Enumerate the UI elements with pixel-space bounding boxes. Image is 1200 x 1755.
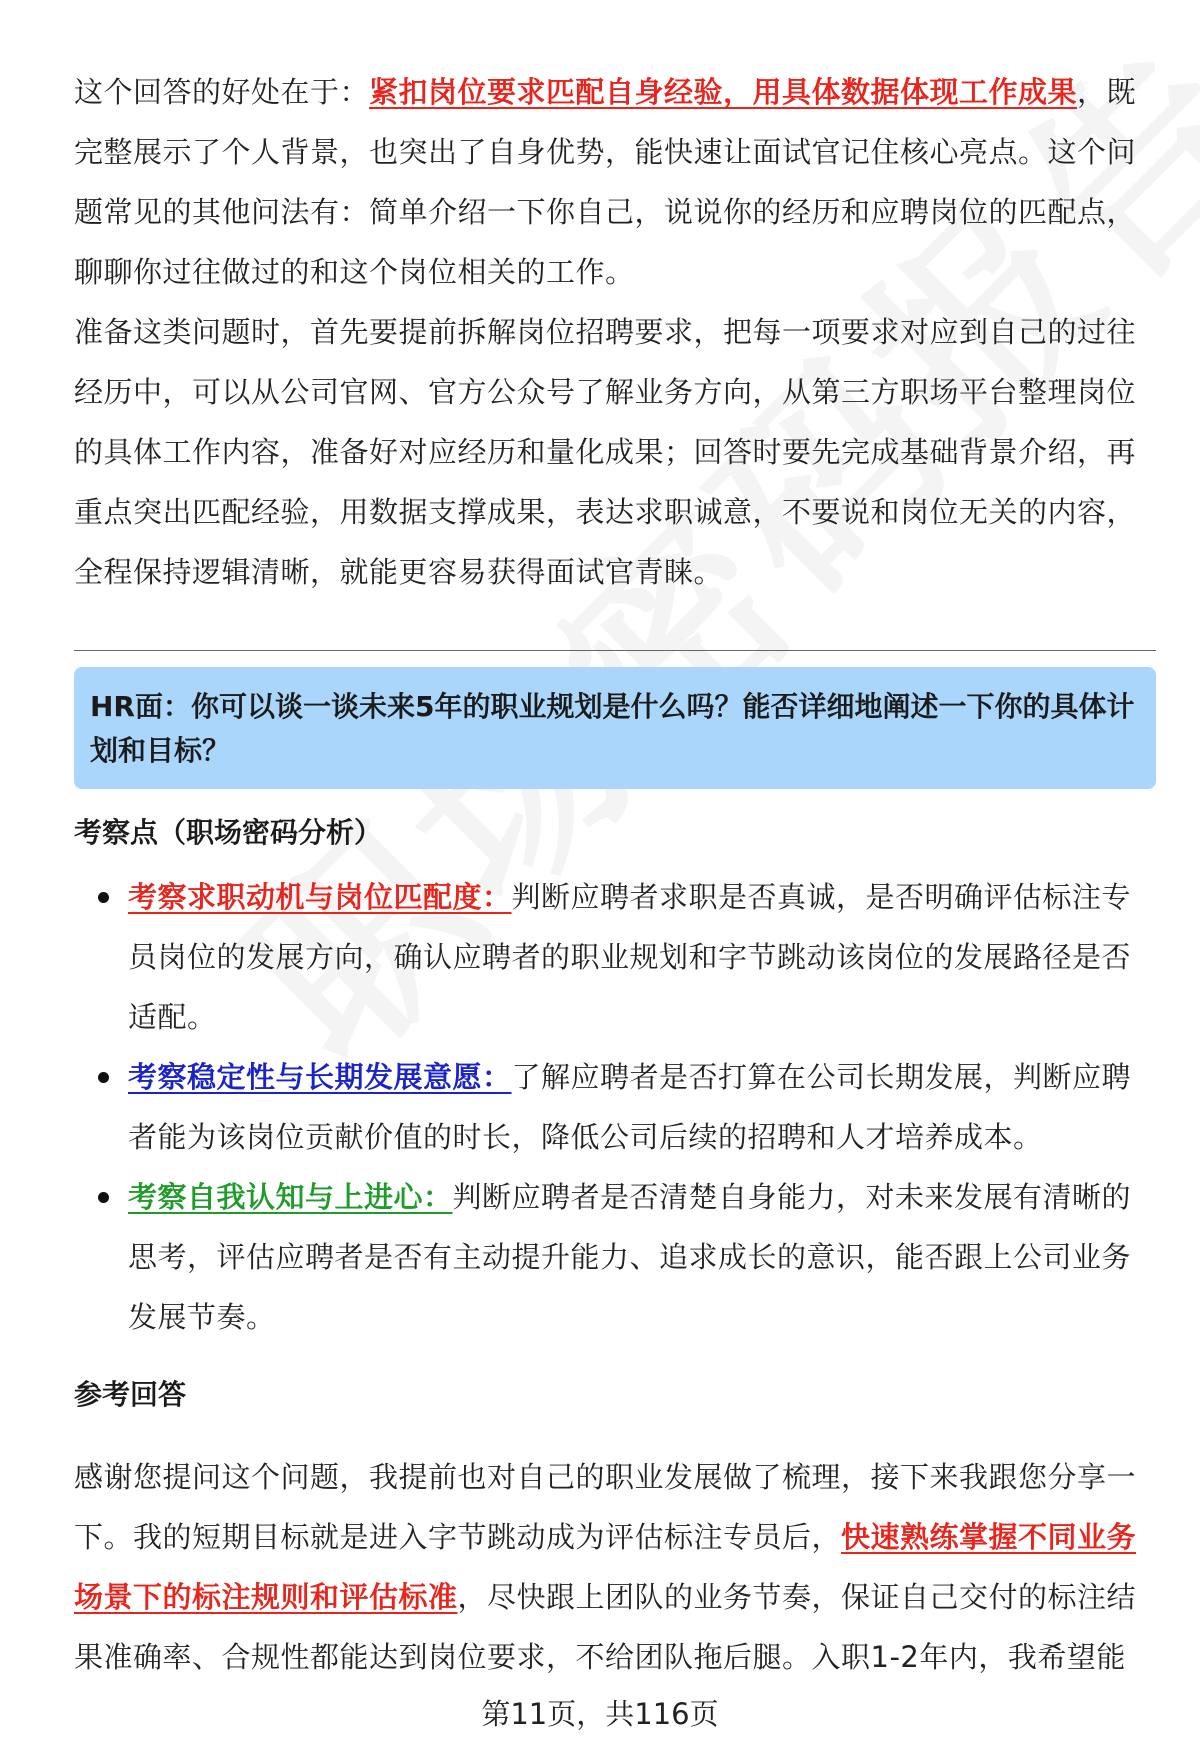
section-heading-answer: 参考回答 <box>74 1378 187 1411</box>
point-label: 考察自我认知与上进心： <box>128 1180 453 1214</box>
answer-text-a: 感谢您提问这个问题，我提前也对自己的职业发展做了梳理，接下来我跟您分享一下。我的短期目标就是进入字节跳动成为评估标注专员后， <box>74 1460 1137 1554</box>
bullet-icon <box>98 892 109 903</box>
points-list <box>74 867 1156 1347</box>
section-heading-analysis: 考察点（职场密码分析） <box>74 816 383 849</box>
bullet-icon <box>98 1192 109 1203</box>
answer-text-b: ，尽快跟上团队的业务节奏，保证自己交付的标注结果准确率、合规性都能达到岗位要求，不给团队拖后腿。入职1-2年内，我希望能 <box>74 1580 1137 1674</box>
answer-highlight: 快速熟练掌握不同业务场景下的标注规则和评估标准 <box>74 1520 1137 1614</box>
intro-paragraph-2: 准备这类问题时，首先要提前拆解岗位招聘要求，把每一项要求对应到自己的过往经历中，可以从公司官网、官方公众号了解业务方向，从第三方职场平台整理岗位的具体工作内容，准备好对应经历和量化成果；回答时要先完成基础背景介绍，再重点突出匹配经验，用数据支撑成果，表达求职诚意，不要说和岗位无关的内容，全程保持逻辑清晰，就能更容易获得面试官青睐。 <box>74 315 1137 589</box>
intro-text-a: 这个回答的好处在于： <box>74 75 370 109</box>
list-item <box>128 867 1156 1047</box>
point-text: 判断应聘者是否清楚自身能力，对未来发展有清晰的思考，评估应聘者是否有主动提升能力、追求成长的意识，能否跟上公司业务发展节奏。 <box>128 1180 1132 1334</box>
bullet-icon <box>98 1072 109 1083</box>
list-item <box>128 1047 1156 1167</box>
intro-text-b: ，既完整展示了个人背景，也突出了自身优势，能快速让面试官记住核心亮点。这个问题常见的其他问法有：简单介绍一下你自己，说说你的经历和应聘岗位的匹配点，聊聊你过往做过的和这个岗位相关的工作。 <box>74 75 1137 289</box>
page-number: 第11页，共116页 <box>481 1697 719 1731</box>
question-box: HR面：你可以谈一谈未来5年的职业规划是什么吗？能否详细地阐述一下你的具体计划和目标？ <box>74 667 1156 789</box>
list-item <box>128 1167 1156 1347</box>
point-label: 考察求职动机与岗位匹配度： <box>128 880 512 914</box>
intro-paragraph-1 <box>74 62 1156 302</box>
section-divider <box>74 650 1156 651</box>
intro-highlight: 紧扣岗位要求匹配自身经验，用具体数据体现工作成果 <box>369 75 1078 109</box>
point-text: 了解应聘者是否打算在公司长期发展，判断应聘者能为该岗位贡献价值的时长，降低公司后续的招聘和人才培养成本。 <box>128 1060 1132 1154</box>
point-text: 判断应聘者求职是否真诚，是否明确评估标注专员岗位的发展方向，确认应聘者的职业规划和字节跳动该岗位的发展路径是否适配。 <box>128 880 1132 1034</box>
answer-paragraph <box>74 1447 1156 1687</box>
document-page <box>74 62 1156 1687</box>
point-label: 考察稳定性与长期发展意愿： <box>128 1060 512 1094</box>
